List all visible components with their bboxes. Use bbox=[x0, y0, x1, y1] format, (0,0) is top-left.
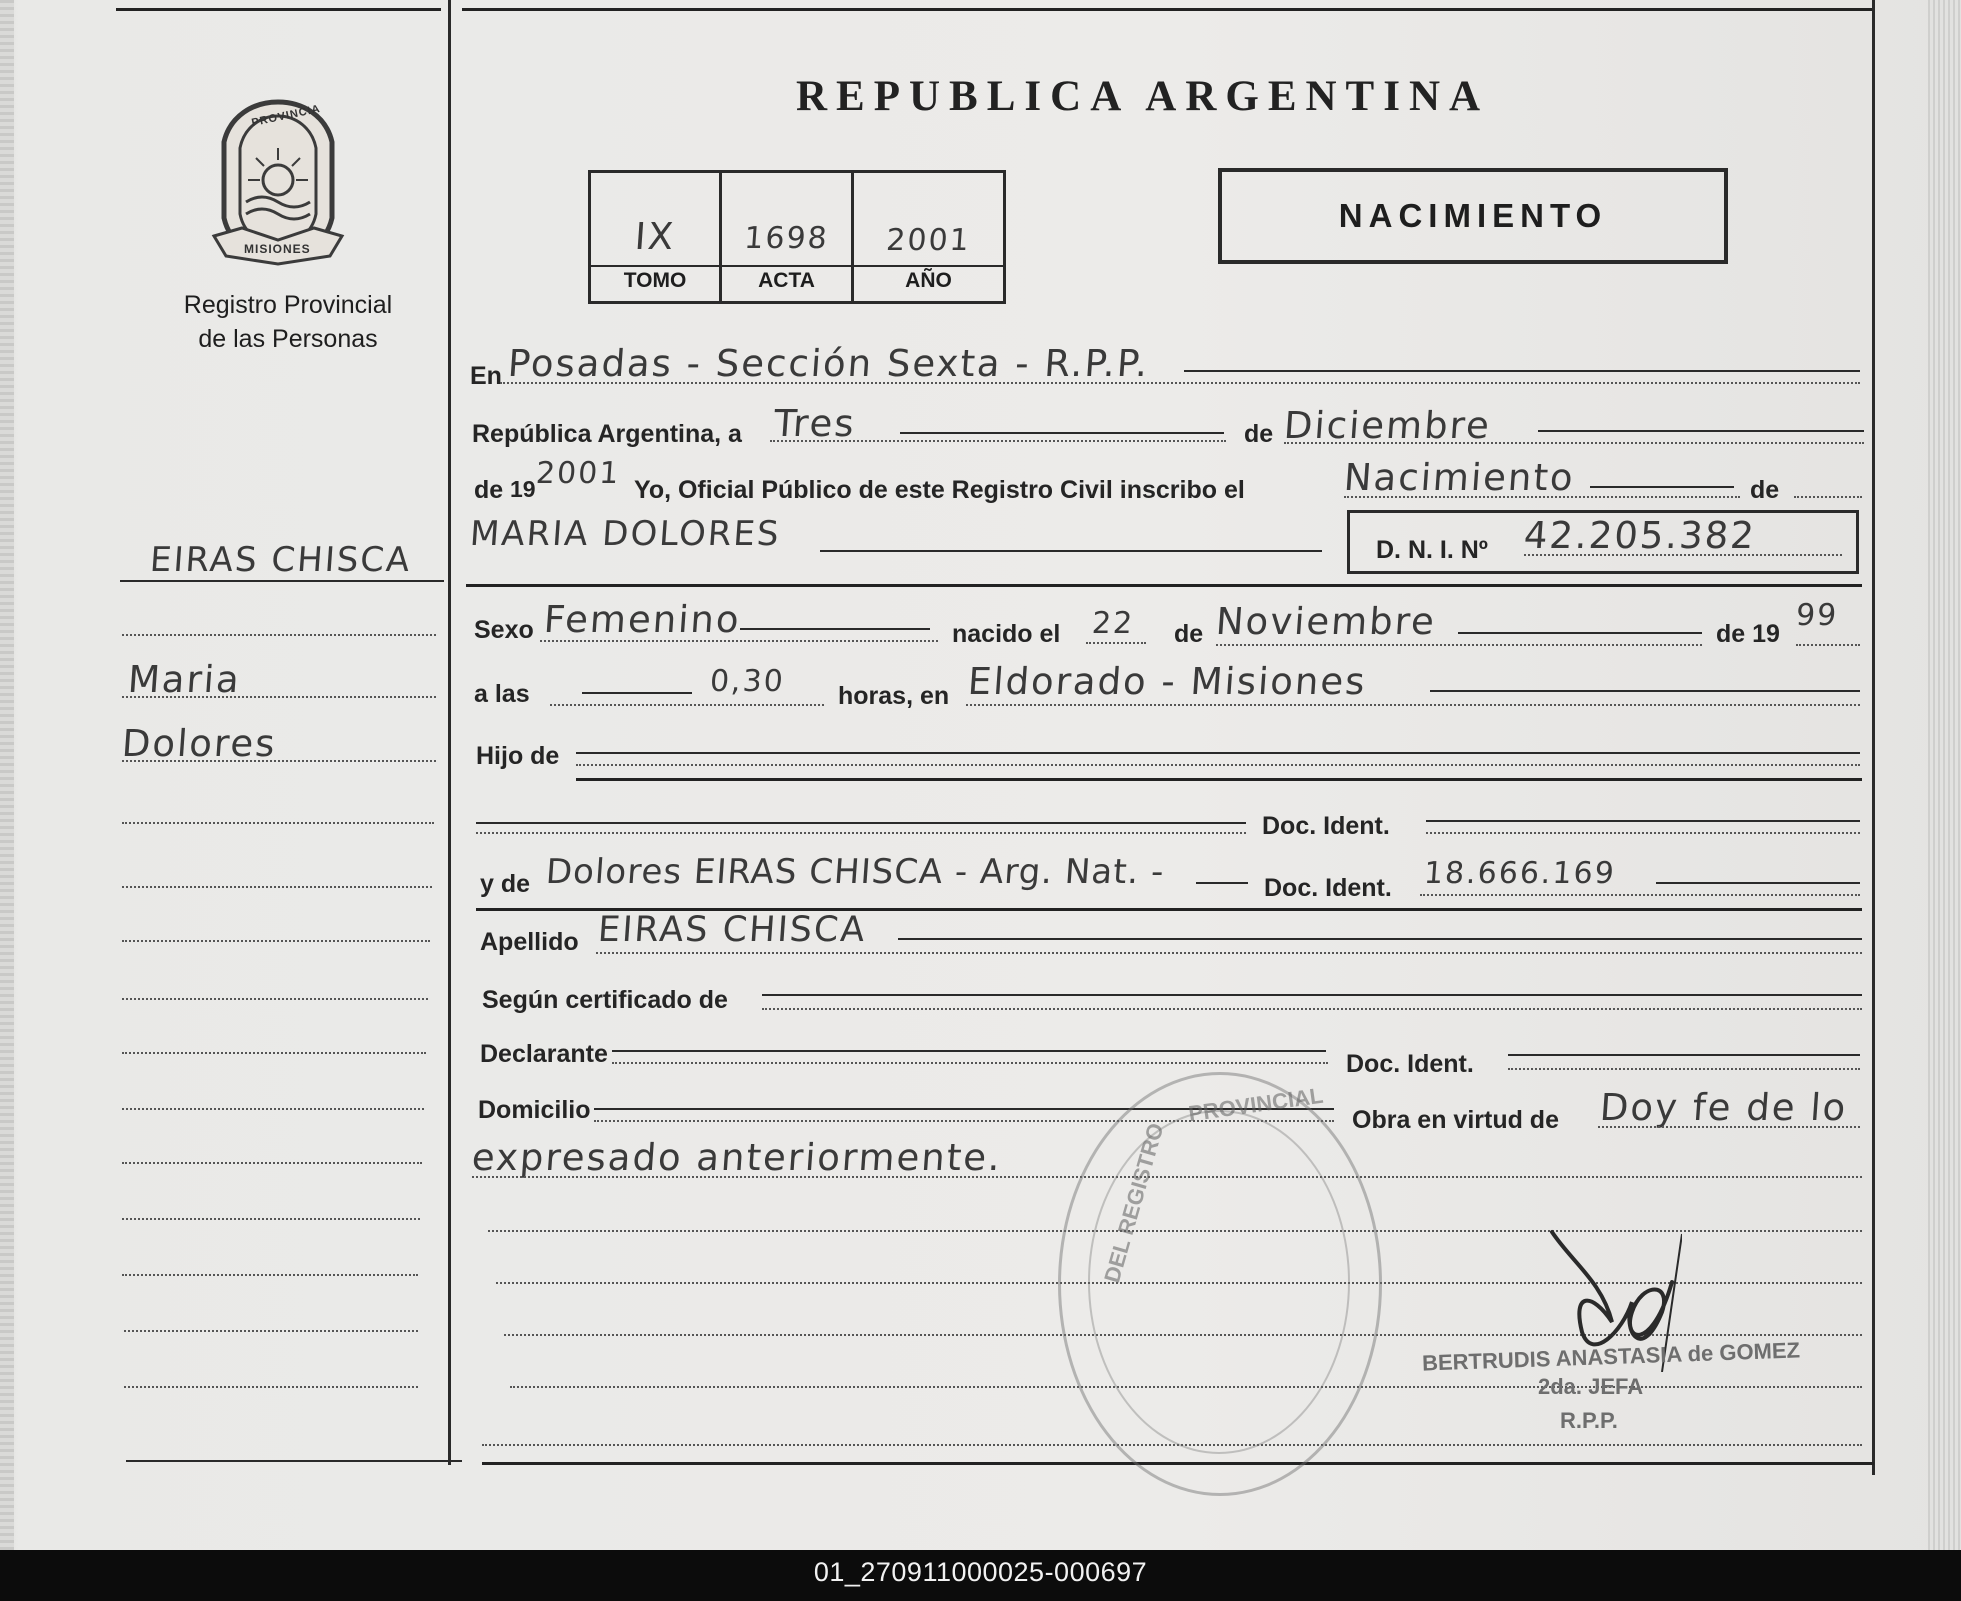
tomo-cell bbox=[591, 173, 719, 301]
dni-dotted-line bbox=[1524, 554, 1842, 556]
horas-label: horas, en bbox=[838, 682, 950, 710]
sidebar-divider bbox=[448, 0, 451, 1465]
birth-day-dotted-line bbox=[1086, 642, 1146, 644]
declarante-label: Declarante bbox=[480, 1040, 608, 1068]
en-fill-line bbox=[1184, 370, 1860, 372]
hijo-dotted-line bbox=[576, 764, 1860, 766]
sidebar-dotted-line bbox=[122, 886, 432, 888]
tomo-value: IX bbox=[633, 215, 677, 258]
segun-dotted-line bbox=[762, 1008, 1862, 1010]
apellido-fill-line bbox=[898, 938, 1862, 940]
sidebar-surname: EIRAS CHISCA bbox=[148, 540, 413, 580]
hour-dotted-line bbox=[550, 704, 824, 706]
acta-cell bbox=[722, 173, 851, 301]
de-label-4: de bbox=[1174, 620, 1204, 648]
ano-label: AÑO bbox=[905, 269, 952, 292]
month-dotted-line bbox=[1284, 442, 1864, 444]
declarante-fill-line bbox=[612, 1050, 1326, 1052]
dni-value: 42.205.382 bbox=[1522, 514, 1758, 557]
sidebar-given-name-1: Maria bbox=[126, 658, 243, 701]
parent1-dotted-line bbox=[476, 832, 1246, 834]
acta-label: ACTA bbox=[758, 269, 815, 292]
sexo-dotted-line bbox=[540, 640, 938, 642]
nacido-label: nacido el bbox=[952, 620, 1061, 648]
sidebar-dotted-line bbox=[124, 1330, 418, 1332]
mother-doc-value: 18.666.169 bbox=[1422, 856, 1618, 891]
name-value: MARIA DOLORES bbox=[468, 514, 782, 554]
republica-label: República Argentina, a bbox=[472, 420, 742, 448]
sexo-fill-line bbox=[740, 628, 930, 630]
registry-name bbox=[150, 288, 426, 356]
sidebar-dotted-line bbox=[122, 696, 436, 698]
segun-label: Según certificado de bbox=[482, 986, 728, 1014]
sexo-label: Sexo bbox=[474, 616, 534, 644]
official-circular-stamp-inner bbox=[1088, 1110, 1350, 1454]
hour-fill-line bbox=[582, 692, 692, 694]
sidebar-dotted-line bbox=[122, 822, 434, 824]
doc1-fill-line bbox=[1426, 820, 1860, 822]
sexo-value: Femenino bbox=[542, 598, 743, 641]
day-dotted-line bbox=[770, 440, 1226, 442]
country-title: REPUBLICA ARGENTINA bbox=[796, 73, 1490, 120]
book-page-edges bbox=[1928, 0, 1961, 1550]
sidebar-dotted-line bbox=[122, 634, 436, 636]
de3-dotted-line bbox=[1794, 496, 1862, 498]
stamp-official-name: BERTRUDIS ANASTASIA de GOMEZ bbox=[1421, 1337, 1801, 1376]
registry-line-2: de las Personas bbox=[198, 325, 378, 353]
birth-month-value: Noviembre bbox=[1214, 600, 1438, 643]
segun-fill-line bbox=[762, 994, 1862, 996]
birth-day-value: 22 bbox=[1090, 606, 1136, 641]
sidebar-top-rule bbox=[116, 8, 441, 11]
birth-month-dotted-line bbox=[1216, 644, 1702, 646]
mother-doc-fill-line bbox=[1656, 882, 1860, 884]
sidebar-dotted-line bbox=[122, 1274, 418, 1276]
sidebar-dotted-line bbox=[124, 1386, 418, 1388]
apellido-value: EIRAS CHISCA bbox=[596, 910, 868, 950]
day-value: Tres bbox=[772, 402, 858, 445]
dni-label: D. N. I. Nº bbox=[1376, 536, 1488, 564]
act-fill-line bbox=[1590, 486, 1734, 488]
de-label-1: de bbox=[1244, 420, 1274, 448]
place-fill-line bbox=[1430, 690, 1860, 692]
seal-bottom-text: MISIONES bbox=[244, 242, 311, 256]
declarante-doc-dotted-line bbox=[1508, 1068, 1860, 1070]
hijo-fill-line bbox=[576, 752, 1860, 754]
seal-top-text: PROVINCIA bbox=[250, 102, 322, 130]
seal-text-2: DEL REGISTRO bbox=[1099, 1120, 1169, 1286]
hijo-label: Hijo de bbox=[476, 742, 560, 770]
oficial-text: Yo, Oficial Público de este Registro Civil inscribo el bbox=[634, 476, 1245, 504]
sidebar-dotted-line bbox=[122, 998, 428, 1000]
yde-label: y de bbox=[480, 870, 531, 898]
place-value: Eldorado - Misiones bbox=[966, 660, 1369, 703]
record-type-box: NACIMIENTO bbox=[1218, 168, 1728, 264]
sidebar-bottom-rule bbox=[126, 1460, 462, 1462]
doc1-dotted-line bbox=[1426, 832, 1860, 834]
alas-label: a las bbox=[474, 680, 530, 708]
section-rule-1 bbox=[466, 584, 1862, 587]
apellido-label: Apellido bbox=[480, 928, 579, 956]
sidebar-dotted-line bbox=[122, 1052, 426, 1054]
birth-month-fill-line bbox=[1458, 632, 1702, 634]
month-fill-line bbox=[1538, 430, 1864, 432]
seal-text-1: PROVINCIAL bbox=[1186, 1082, 1325, 1127]
mother-value: Dolores EIRAS CHISCA - Arg. Nat. - bbox=[544, 852, 1166, 892]
en-dotted-line bbox=[500, 382, 1860, 384]
name-fill-line bbox=[820, 550, 1322, 552]
sidebar-given-name-2: Dolores bbox=[120, 722, 278, 765]
apellido-dotted-line bbox=[596, 952, 1862, 954]
sidebar-dotted-line bbox=[122, 1218, 420, 1220]
sidebar-dotted-line bbox=[122, 940, 430, 942]
registry-line-1: Registro Provincial bbox=[183, 291, 393, 319]
main-top-rule bbox=[462, 8, 1872, 11]
sidebar-dotted-line bbox=[122, 1162, 422, 1164]
provincial-seal-logo bbox=[208, 98, 348, 266]
ano-cell bbox=[854, 173, 1003, 301]
parent1-fill-line bbox=[476, 822, 1246, 824]
hour-value: 0,30 bbox=[708, 664, 787, 699]
en-label: En bbox=[470, 362, 502, 390]
main-right-border bbox=[1872, 0, 1875, 1475]
day-fill-line bbox=[900, 432, 1224, 434]
month-value: Diciembre bbox=[1282, 404, 1493, 447]
book-binding-edge bbox=[0, 0, 14, 1550]
image-code: 01_270911000025-000697 bbox=[813, 1557, 1148, 1587]
doc-ident-label-1: Doc. Ident. bbox=[1262, 812, 1390, 840]
year-prefix: 19 bbox=[510, 476, 536, 502]
tomo-label: TOMO bbox=[623, 269, 687, 292]
declarante-doc-fill-line bbox=[1508, 1054, 1860, 1056]
obra-label: Obra en virtud de bbox=[1352, 1106, 1559, 1134]
stamp-official-role: 2da. JEFA bbox=[1538, 1374, 1644, 1399]
obra-value: Doy fe de lo bbox=[1598, 1086, 1849, 1129]
de-label-3: de bbox=[1750, 476, 1780, 504]
de-label-2: de bbox=[474, 476, 504, 504]
sidebar-surname-rule bbox=[120, 580, 444, 582]
obra-continuation: expresado anteriormente. bbox=[470, 1136, 1004, 1179]
act-value: Nacimiento bbox=[1342, 456, 1577, 499]
record-index-box bbox=[588, 170, 1006, 304]
de19-label: de 19 bbox=[1716, 620, 1780, 648]
declarante-dotted-line bbox=[612, 1062, 1328, 1064]
obra-dotted-line bbox=[1598, 1126, 1860, 1128]
ano-value: 2001 bbox=[885, 223, 972, 258]
stamp-official-org: R.P.P. bbox=[1560, 1408, 1618, 1433]
doc-ident-label-2: Doc. Ident. bbox=[1264, 874, 1392, 902]
mother-fill-line bbox=[1196, 882, 1248, 884]
sidebar-dotted-line bbox=[122, 760, 436, 762]
section-rule-2 bbox=[576, 778, 1862, 781]
birth-year-dotted-line bbox=[1796, 644, 1860, 646]
doc-ident-label-3: Doc. Ident. bbox=[1346, 1050, 1474, 1078]
sidebar-dotted-line bbox=[122, 1108, 424, 1110]
year-value: 2001 bbox=[534, 456, 622, 491]
birth-year-value: 99 bbox=[1794, 598, 1840, 633]
mother-doc-dotted-line bbox=[1420, 894, 1860, 896]
acta-value: 1698 bbox=[743, 221, 830, 256]
domicilio-label: Domicilio bbox=[478, 1096, 591, 1124]
en-value: Posadas - Sección Sexta - R.P.P. bbox=[506, 342, 1151, 385]
place-dotted-line bbox=[966, 704, 1860, 706]
act-dotted-line bbox=[1344, 496, 1740, 498]
